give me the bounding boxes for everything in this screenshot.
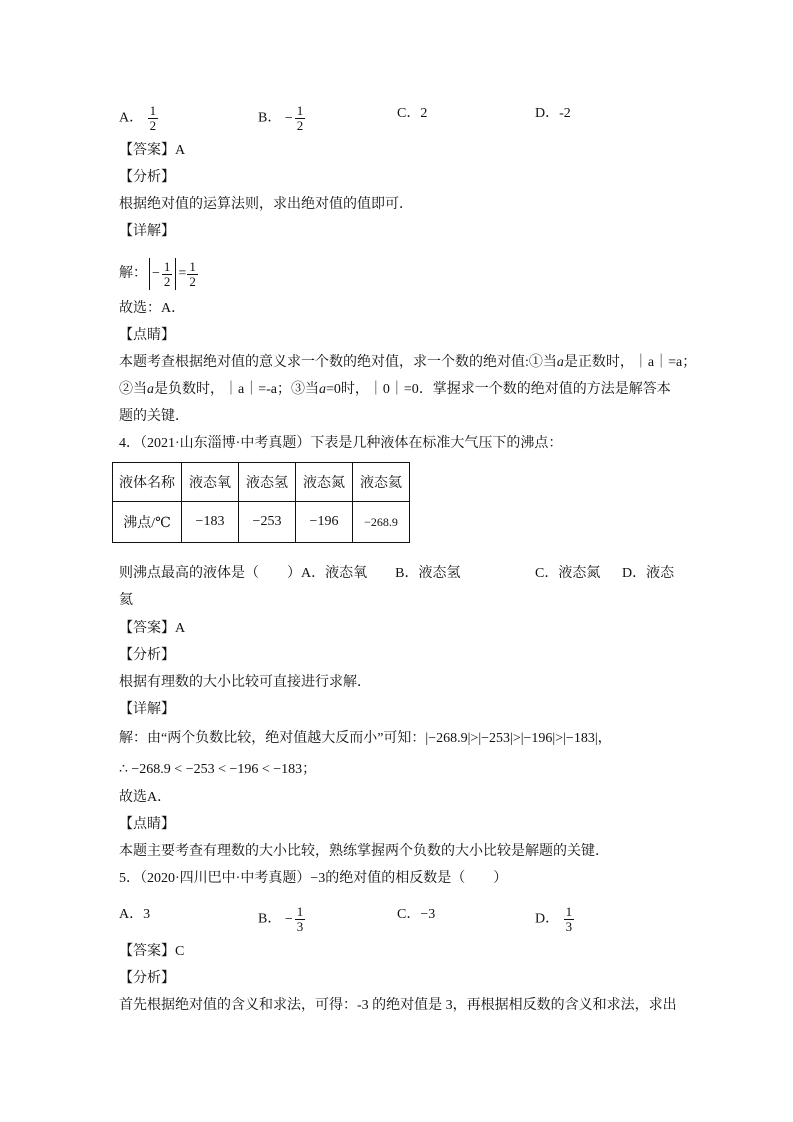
answer-value: C (175, 944, 185, 959)
minus-sign: − (284, 110, 293, 126)
table-cell: 液态氮 (296, 463, 353, 502)
variable-a: a (319, 382, 326, 397)
answer-tag: 【答案】 (119, 621, 175, 636)
minus-sign: − (284, 911, 293, 927)
q4-stem: 4．（2021·山东淄博·中考真题）下表是几种液体在标准大气压下的沸点： (119, 436, 563, 451)
q3-detail-tag: 【详解】 (119, 224, 175, 239)
solution-prefix: 解： (119, 266, 147, 282)
numerator: 1 (565, 904, 573, 919)
q5-stem: 5．（2020·四川巴中·中考真题）−3的绝对值的相反数是（ ） (119, 871, 508, 886)
fraction (148, 104, 159, 133)
table-row (113, 502, 410, 543)
answer-value: A (175, 143, 186, 158)
q4-question: 则沸点最高的液体是（ ）A．液态氧 B．液态氢 (119, 566, 461, 581)
table-cell: 液态氦 (353, 463, 410, 502)
comment-text: 本题考查根据绝对值的意义求一个数的绝对值，求一个数的绝对值:①当 (119, 355, 557, 370)
option-label: A． (119, 907, 144, 922)
fraction (564, 905, 575, 934)
q3-comment-line-2 (119, 380, 671, 400)
comment-text: 是正数时， (563, 355, 634, 370)
comment-text: 是负数时， (154, 382, 224, 397)
q4-comment-tag: 【点睛】 (119, 817, 175, 832)
q3-analysis-text: 根据绝对值的运算法则，求出绝对值的值即可． (119, 197, 413, 212)
table-cell: 液态氢 (239, 463, 296, 502)
q5-analysis-tag: 【分析】 (119, 971, 175, 986)
option-label: C． (397, 907, 421, 922)
abs-bar-left (149, 258, 150, 290)
table-cell: −253 (239, 502, 296, 543)
q4-analysis-tag: 【分析】 (119, 648, 175, 663)
q3-comment-tag: 【点睛】 (119, 328, 175, 343)
variable-a: a (556, 355, 564, 370)
answer-tag: 【答案】 (119, 143, 175, 158)
q4-detail-tag: 【详解】 (119, 702, 175, 717)
option-label: D． (535, 911, 560, 927)
q3-option-a (119, 104, 159, 133)
comment-text: ．掌握求一个数的绝对值的方法是解答本 (418, 382, 671, 397)
q3-option-b (258, 104, 306, 133)
q4-comment-text: 本题主要考查有理数的大小比较，熟练掌握两个负数的大小比较是解题的关键． (119, 844, 609, 859)
q4-option-d: D．液态 (622, 566, 675, 581)
table-cell: 液体名称 (113, 463, 182, 502)
denominator: 3 (565, 919, 573, 934)
q4-inequality-chain: ∴ −268.9 < −253 < −196 < −183； (119, 762, 317, 777)
option-value: 3 (143, 907, 151, 922)
abs-bar-right (175, 258, 176, 290)
q5-option-d (535, 905, 575, 934)
numerator: 1 (149, 103, 157, 118)
option-label: B． (258, 911, 282, 927)
denominator: 2 (189, 273, 196, 289)
q3-comment-line-3: 题的关键． (119, 409, 189, 424)
q3-analysis-tag: 【分析】 (119, 170, 175, 185)
table-header-row (113, 463, 410, 502)
option-value: -2 (559, 106, 571, 121)
answer-tag: 【答案】 (119, 944, 175, 959)
q3-choice: 故选：A． (119, 301, 186, 316)
q3-answer (119, 141, 185, 161)
q5-option-a (119, 905, 150, 925)
q4-option-c: C．液态氮 (535, 566, 601, 581)
denominator: 2 (163, 273, 171, 289)
option-label: B． (258, 110, 282, 126)
fraction (187, 260, 198, 289)
fraction (295, 104, 306, 133)
abs-expression: ｜a｜=a； (633, 355, 697, 370)
option-value: −3 (420, 907, 436, 922)
table-cell: 沸点/℃ (113, 502, 182, 543)
table-cell: 液态氧 (182, 463, 239, 502)
comment-text: ②当 (119, 382, 147, 397)
q4-choice: 故选A． (119, 790, 172, 805)
q3-option-d (535, 104, 571, 124)
answer-value: A (175, 621, 186, 636)
q3-option-c (397, 104, 427, 124)
q5-analysis-text: 首先根据绝对值的含义和求法，可得：-3 的绝对值是 3，再根据相反数的含义和求法，求出 (119, 998, 677, 1013)
denominator: 2 (149, 118, 157, 133)
denominator: 3 (296, 919, 304, 934)
q4-wrap: 氦 (119, 593, 133, 608)
q3-comment-line-1 (119, 353, 696, 373)
q5-answer (119, 942, 184, 962)
option-label: A． (119, 110, 144, 126)
q3-solution: 解： − $\frac{1}{2}$ = $\frac{1}{2}$ (119, 258, 196, 289)
numerator: 1 (296, 904, 304, 919)
comment-text: =0时， (326, 382, 369, 397)
fraction (162, 260, 173, 289)
boiling-point-table (112, 462, 410, 543)
q5-option-b (258, 905, 306, 934)
fraction (295, 905, 306, 934)
abs-expression: ｜a｜=-a； (224, 382, 291, 397)
table-cell: −196 (296, 502, 353, 543)
table-cell: −268.9 (353, 502, 410, 543)
option-value: 2 (420, 106, 428, 121)
q4-solution: 解：由“两个负数比较，绝对值越大反而小”可知：|−268.9|>|−253|>|−196|>|−183|， (119, 731, 612, 746)
abs-expression: ｜0｜=0 (368, 382, 419, 397)
numerator: 1 (296, 103, 304, 118)
equals-sign: = (178, 266, 187, 282)
comment-text: ③当 (291, 382, 319, 397)
numerator: 1 (163, 258, 171, 274)
variable-a: a (147, 382, 154, 397)
table-cell: −183 (182, 502, 239, 543)
numerator: 1 (189, 258, 196, 274)
q4-answer (119, 619, 185, 639)
q4-analysis-text: 根据有理数的大小比较可直接进行求解． (119, 675, 371, 690)
option-label: C． (397, 106, 421, 121)
q5-option-c (397, 905, 435, 925)
denominator: 2 (296, 118, 304, 133)
option-label: D． (535, 106, 560, 121)
